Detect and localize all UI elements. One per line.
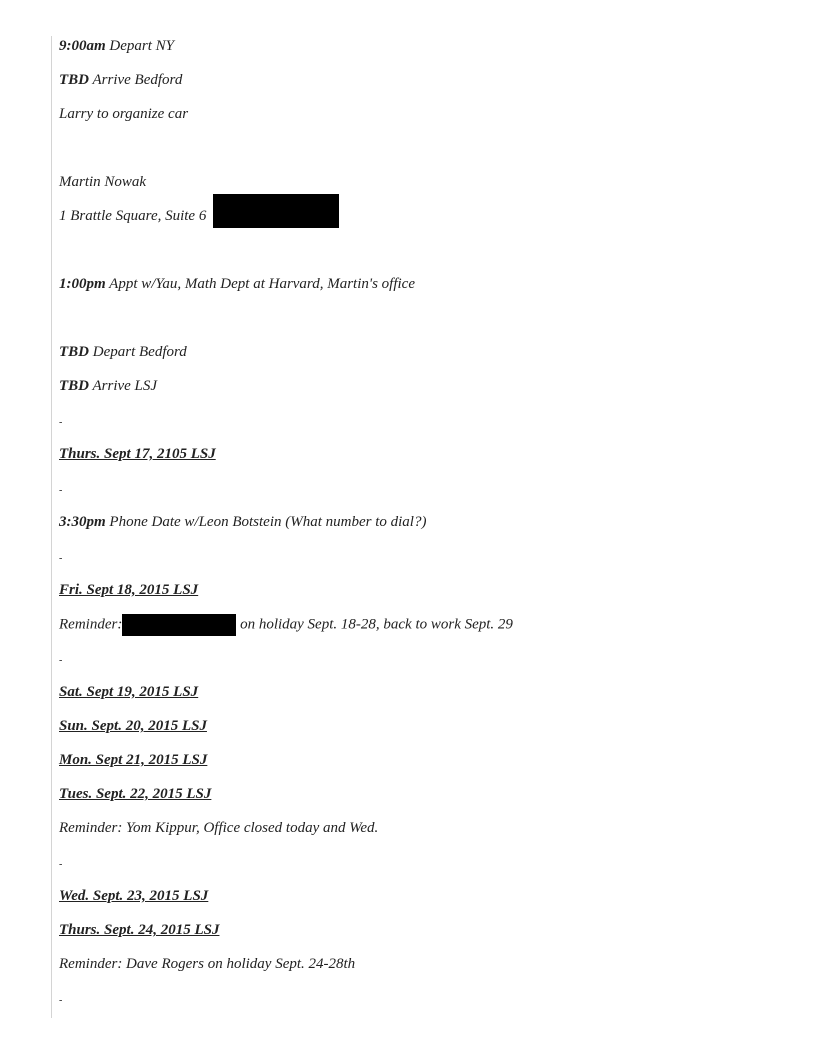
separator-dash: - xyxy=(59,655,63,666)
rogers-holiday-reminder: Reminder: Dave Rogers on holiday Sept. 24-28th xyxy=(59,956,356,972)
depart-ny-time: 9:00am xyxy=(59,38,106,54)
depart-ny-text: Depart NY xyxy=(105,38,175,54)
separator-dash: - xyxy=(59,859,63,870)
separator-dash: - xyxy=(59,995,63,1006)
contact-street: 1 Brattle Square, Suite 6 xyxy=(59,208,207,224)
separator-dash: - xyxy=(59,417,63,428)
phone-date-line xyxy=(59,512,426,532)
arrive-bedford-time: TBD xyxy=(59,72,89,88)
car-note: Larry to organize car xyxy=(59,106,189,122)
depart-bedford-time: TBD xyxy=(59,344,89,360)
appointment-line xyxy=(59,274,415,294)
holiday-reminder-suffix: on holiday Sept. 18-28, back to work Sept. 29 xyxy=(236,616,513,633)
depart-ny-line xyxy=(59,36,174,56)
yom-kippur-reminder: Reminder: Yom Kippur, Office closed today and Wed. xyxy=(59,820,379,836)
date-heading-mon-21: Mon. Sept 21, 2015 LSJ xyxy=(59,752,208,768)
date-heading-fri-18: Fri. Sept 18, 2015 LSJ xyxy=(59,582,199,598)
appointment-time: 1:00pm xyxy=(59,276,106,292)
redaction-box-address xyxy=(213,194,339,228)
separator-dash: - xyxy=(59,485,63,496)
holiday-reminder-line xyxy=(59,614,513,634)
date-heading-thu-17: Thurs. Sept 17, 2105 LSJ xyxy=(59,446,216,462)
appointment-text: Appt w/Yau, Math Dept at Harvard, Martin's office xyxy=(105,276,415,292)
date-heading-tue-22: Tues. Sept. 22, 2015 LSJ xyxy=(59,786,212,802)
arrive-lsj-line xyxy=(59,376,157,396)
holiday-reminder-prefix: Reminder: xyxy=(59,616,123,633)
phone-date-time: 3:30pm xyxy=(59,514,106,530)
redaction-box-name xyxy=(122,614,236,636)
left-margin-rule xyxy=(51,36,52,1018)
contact-address-line xyxy=(59,206,206,226)
separator-dash: - xyxy=(59,553,63,564)
contact-name: Martin Nowak xyxy=(59,174,147,190)
depart-bedford-line xyxy=(59,342,187,362)
arrive-lsj-time: TBD xyxy=(59,378,89,394)
date-heading-thu-24: Thurs. Sept. 24, 2015 LSJ xyxy=(59,922,220,938)
date-heading-sat-19: Sat. Sept 19, 2015 LSJ xyxy=(59,684,199,700)
arrive-lsj-text: Arrive LSJ xyxy=(89,378,158,394)
phone-date-text: Phone Date w/Leon Botstein (What number to dial?) xyxy=(105,514,427,530)
depart-bedford-text: Depart Bedford xyxy=(89,344,187,360)
arrive-bedford-line xyxy=(59,70,182,90)
arrive-bedford-text: Arrive Bedford xyxy=(89,72,183,88)
date-heading-sun-20: Sun. Sept. 20, 2015 LSJ xyxy=(59,718,207,734)
date-heading-wed-23: Wed. Sept. 23, 2015 LSJ xyxy=(59,888,209,904)
